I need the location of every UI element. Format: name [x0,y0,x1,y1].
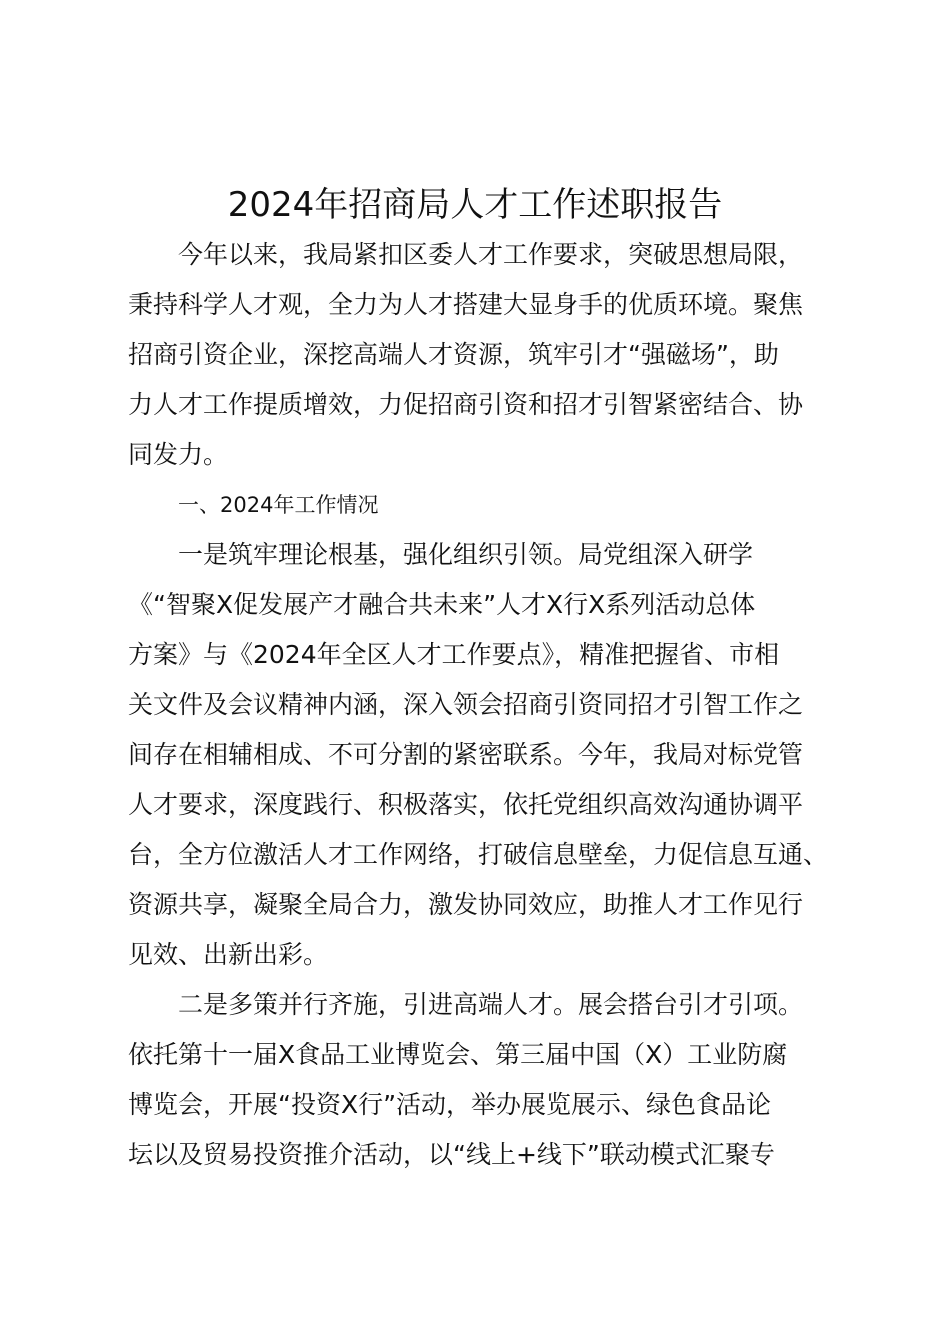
paragraph-line: 招商引资企业，深挖高端人才资源，筑牢引才“强磁场”，助 [128,340,779,369]
paragraph-line: 力人才工作提质增效，力促招商引资和招才引智紧密结合、协 [128,390,804,419]
paragraph-line: 方案》与《2024年全区人才工作要点》，精准把握省、市相 [128,640,780,669]
paragraph-line: 台，全方位激活人才工作网络，打破信息壁垒，力促信息互通、 [128,840,829,869]
paragraph-line: 博览会，开展“投资X行”活动，举办展览展示、绿色食品论 [128,1090,772,1119]
paragraph-line: 人才要求，深度践行、积极落实，依托党组织高效沟通协调平 [128,790,804,819]
paragraph-line: 关文件及会议精神内涵，深入领会招商引资同招才引智工作之 [128,690,804,719]
document-title: 2024年招商局人才工作述职报告 [227,185,723,225]
paragraph-line: 见效、出新出彩。 [128,940,329,969]
paragraph-line: 秉持科学人才观，全力为人才搭建大显身手的优质环境。聚焦 [128,290,804,319]
section-heading: 一、2024年工作情况 [178,493,379,517]
paragraph-line: 同发力。 [128,440,229,469]
paragraph-line: 一是筑牢理论根基，强化组织引领。局党组深入研学 [178,540,754,569]
document-body [128,230,834,1180]
paragraph-line: 《“智聚X促发展产才融合共未来”人才X行X系列活动总体 [128,590,756,619]
paragraph-line: 坛以及贸易投资推介活动，以“线上+线下”联动模式汇聚专 [128,1140,775,1169]
paragraph-line: 今年以来，我局紧扣区委人才工作要求，突破思想局限， [178,240,804,269]
paragraph-line: 资源共享，凝聚全局合力，激发协同效应，助推人才工作见行 [128,890,804,919]
paragraph-line: 二是多策并行齐施，引进高端人才。展会搭台引才引项。 [178,990,804,1019]
paragraph-line: 依托第十一届X食品工业博览会、第三届中国（X）工业防腐 [128,1040,788,1069]
paragraph-line: 间存在相辅相成、不可分割的紧密联系。今年，我局对标党管 [128,740,804,769]
